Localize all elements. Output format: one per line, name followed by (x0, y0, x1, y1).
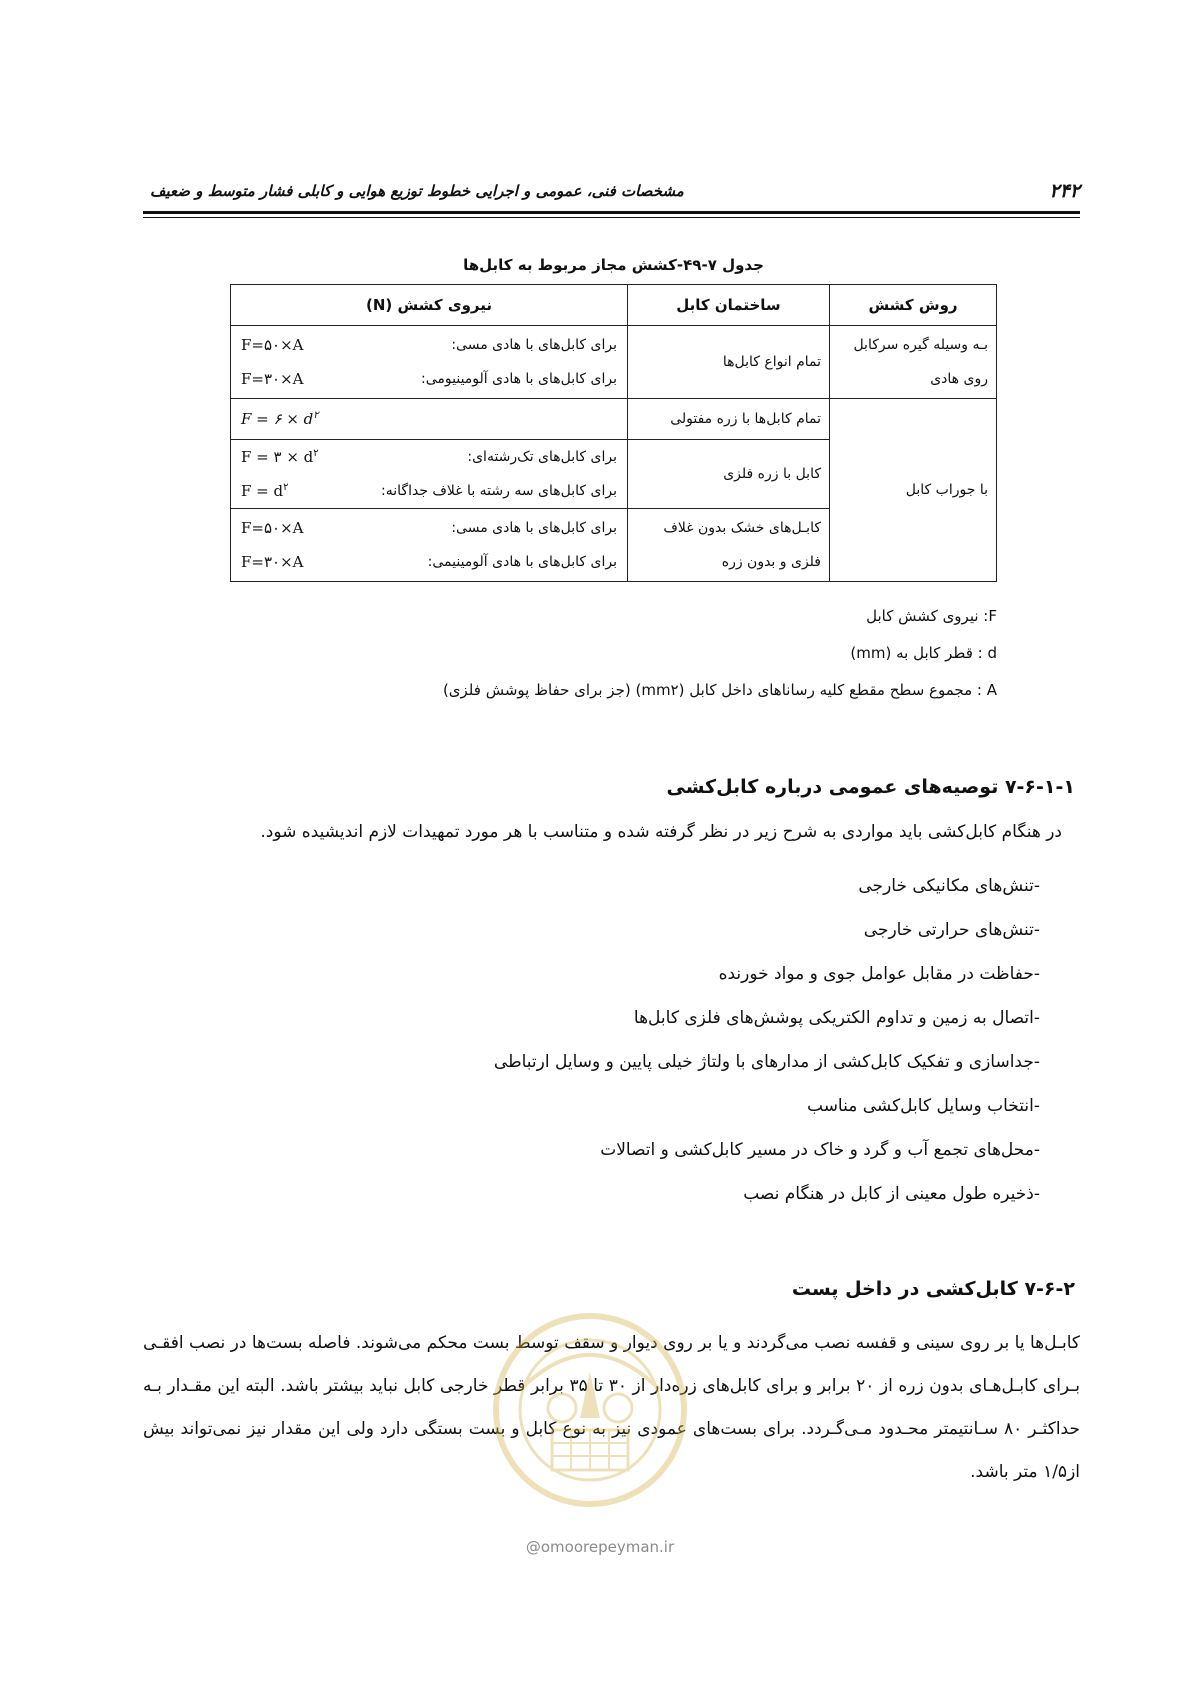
force-formula: F = ۳ × $d^۲$ (241, 448, 319, 466)
table-caption: جدول ۷-۴۹-کشش مجاز مربوط به کابل‌ها (463, 256, 764, 274)
legend-item: A : مجموع سطح مقطع کلیه رساناهای داخل کابل (mm۲) (جز برای حفاظ پوشش فلزی) (442, 681, 997, 699)
section-heading-substation: ۷-۶-۲ کابل‌کشی در داخل پست (791, 1278, 1075, 1300)
cell-dry-force (231, 509, 628, 582)
force-line (231, 362, 627, 396)
force-formula: F=۳۰×A (241, 370, 304, 388)
section-paragraph: کابـل‌ها یا بر روی سینی و قفسه نصب می‌گردند و یا بر روی دیوار و سقف توسط بست محکم می‌شوند. فاصله بست‌ها در نصب افقـی بـرای کابـل‌هـای بدون زره از ۲۰ برابر و برای کابل‌های زره‌دار از ۳۰ تا ۳۵ برابر قطر خارجی کابل نباید بیشتر باشد. البته این مقـدار بـه حداکثـر ۸۰ سـانتیمتر محـدود مـی‌گـردد. برای بست‌های عمودی نیز به نوع کابل و بست بستگی دارد ولی این مقدار نیز نمی‌تواند بیش از۱/۵ متر باشد. (143, 1333, 1081, 1482)
force-line (231, 399, 627, 439)
force-line (231, 328, 627, 362)
force-desc: برای کابل‌های تک‌رشته‌ای: (467, 449, 617, 465)
list-item: -ذخیره طول معینی از کابل در هنگام نصب (743, 1184, 1040, 1204)
legend-item: d : قطر کابل به (mm) (850, 644, 997, 662)
force-line (231, 474, 627, 508)
table-legend (230, 598, 997, 709)
header-force: نیروی کشش (N) (231, 285, 628, 326)
list-item: -تنش‌های مکانیکی خارجی (858, 876, 1040, 896)
header-structure: ساختمان کابل (628, 285, 830, 326)
pulling-tension-table (230, 284, 997, 582)
force-formula: F = ۶ × $d^۲$ (241, 410, 319, 428)
force-desc: برای کابل‌های با هادی آلومینیومی: (421, 371, 617, 387)
force-formula: F=۵۰×A (241, 336, 304, 354)
cell-metal-structure: کابل با زره فلزی (628, 440, 830, 509)
force-line (231, 440, 627, 474)
page-number: ۲۴۲ (1049, 180, 1080, 202)
list-item: -تنش‌های حرارتی خارجی (863, 920, 1040, 940)
section-intro: در هنگام کابل‌کشی باید مواردی به شرح زیر در نظر گرفته شده و متناسب با هر مورد تمهیدات لازم اندیشیده شود. (260, 822, 1062, 842)
cell-grip-method: بـه وسیله گیره سرکابل روی هادی (830, 326, 997, 399)
cell-grip-force (231, 326, 628, 399)
cell-dry-structure: کابـل‌های خشک بدون غلاف فلزی و بدون زره (628, 509, 830, 582)
force-desc: برای کابل‌های با هادی مسی: (451, 337, 617, 353)
watermark-seal-icon (490, 1310, 690, 1510)
force-desc: برای کابل‌های با هادی آلومینیمی: (427, 554, 617, 570)
list-item: -حفاظت در مقابل عوامل جوی و مواد خورنده (718, 964, 1040, 984)
cell-sock-method: با جوراب کابل (830, 399, 997, 582)
table-header-row (231, 285, 997, 326)
force-formula: F=۵۰×A (241, 519, 304, 537)
list-item: -جداسازی و تفکیک کابل‌کشی از مدارهای با ولتاژ خیلی پایین و وسایل ارتباطی (493, 1052, 1040, 1072)
watermark-url: @omoorepeyman.ir (525, 1538, 675, 1556)
force-desc: برای کابل‌های با هادی مسی: (451, 520, 617, 536)
cell-grip-structure: تمام انواع کابل‌ها (628, 326, 830, 399)
force-formula: $F = d^۲$ (241, 482, 289, 500)
force-line (231, 511, 627, 545)
list-item: -محل‌های تجمع آب و گرد و خاک در مسیر کابل‌کشی و اتصالات (600, 1140, 1040, 1160)
table-row-wire-armour (231, 399, 997, 440)
cell-metal-force (231, 440, 628, 509)
table-row-grip (231, 326, 997, 399)
recommendation-list (150, 864, 1040, 1216)
force-line (231, 545, 627, 579)
force-formula: F=۳۰×A (241, 553, 304, 571)
section-heading-general: ۷-۶-۱-۱ توصیه‌های عمومی درباره کابل‌کشی (666, 776, 1075, 798)
cell-wire-structure: تمام کابل‌ها با زره مفتولی (628, 399, 830, 440)
force-desc: برای کابل‌های سه رشته با غلاف جداگانه: (381, 483, 617, 499)
cell-wire-force (231, 399, 628, 440)
list-item: -اتصال به زمین و تداوم الکتریکی پوشش‌های فلزی کابل‌ها (633, 1008, 1040, 1028)
legend-item: F: نیروی کشش کابل (866, 607, 997, 625)
list-item: -انتخاب وسایل کابل‌کشی مناسب (807, 1096, 1040, 1116)
header-method: روش کشش (830, 285, 997, 326)
header-rule-thin (143, 217, 1080, 218)
header-rule-thick (143, 211, 1080, 214)
running-header-title: مشخصات فنی، عمومی و اجرایی خطوط توزیع هوایی و کابلی فشار متوسط و ضعیف (150, 182, 684, 200)
